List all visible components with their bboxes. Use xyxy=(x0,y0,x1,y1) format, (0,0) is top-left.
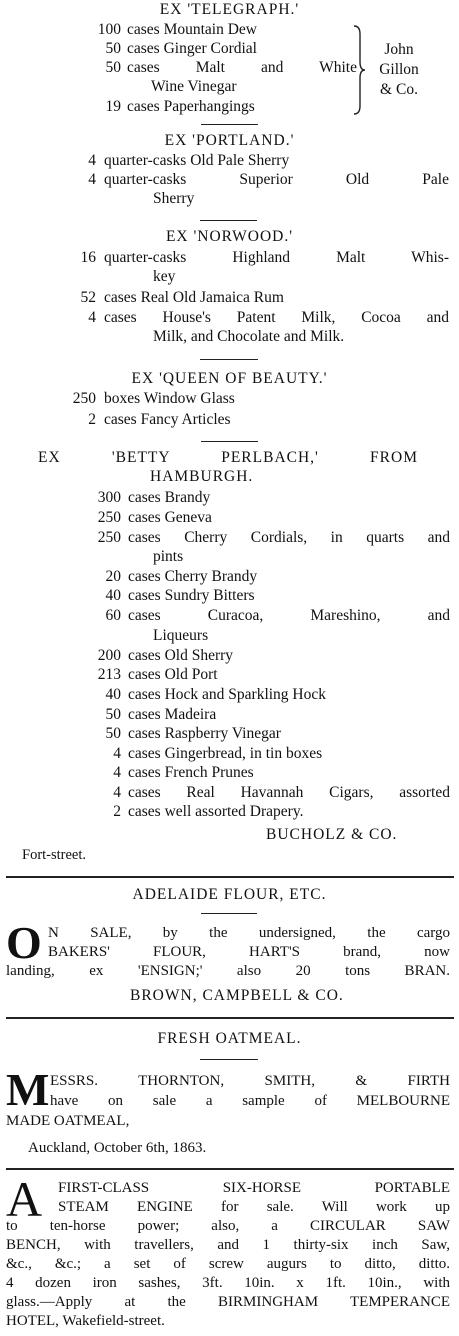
engine-line-6: 4 dozen iron sashes, 3ft. 10in. x 1ft. 10in., with xyxy=(6,1275,450,1291)
adelaide-line-3: landing, ex 'ENSIGN;' also 20 tons BRAN. xyxy=(6,963,450,979)
adelaide-signature: BROWN, CAMPBELL & CO. xyxy=(130,987,344,1004)
section-rule xyxy=(6,876,454,878)
portland-heading: EX 'PORTLAND.' xyxy=(164,132,295,149)
divider xyxy=(200,359,258,360)
adelaide-line-2: BAKERS' FLOUR, HART'S brand, now xyxy=(48,944,450,960)
oatmeal-line-2: have on sale a sample of MELBOURNE xyxy=(50,1093,450,1109)
newspaper-advertisement-column: EX 'TELEGRAPH.' 100 cases Mountain Dew 50 cases Ginger Cordial 50 cases Malt and White Wine Vinegar 19 cases Paperhangings John Gillon & Co. EX 'PORTLAND.' 4 quarter-casks Old Pale Sherry 4 quarter-casks Superior Old Pale Sherry EX 'NORWOOD.' 16 quarter-casks Highland Malt Whis- key 52 cases Real Old Jamaica Rum 4 cases House's Patent Milk, Cocoa and Milk, and Chocolate and Milk. EX 'QUEEN OF BEAUTY.' 250 boxes Window Glass 2 cases Fancy Articles EX 'BETTY PERLBACH,' FROM HAMBURGH. 300 cases Brandy 250 cases Geneva 250 cases Cherry Cordials, in quarts and pints 20 cases Cherry Brandy 40 cases Sundry Bitters 60 cases Curacoa, Mareshino, and Liqueurs 200 cases Old Sherry 213 cases Old Port 40 cases Hock and Sparkling Hock 50 cases Madeira 50 cases Raspberry Vinegar 4 cases Gingerbread, in tin boxes 4 cases French Prunes 4 cases Real Havannah Cigars, assorted 2 cases well assorted Drapery. BUCHOLZ & CO. Fort-street. ADELAIDE FLOUR, ETC. O N SALE, by the undersigned, the cargo BAKERS' FLOUR, HART'S brand, now landing, ex 'ENSIGN;' also 20 tons BRAN. BROWN, CAMPBELL & CO. FRESH OATMEAL. M ESSRS. THORNTON, SMITH, & FIRTH have on sale a sample of MELBOURNE MADE OATMEAL, Auckland, October 6th, 1863. A FIRST-CLASS SIX-HORSE PORTABLE STEAM ENGINE for sale. Will work up to ten-horse power; also, a CIRCULAR SAW BENCH, with travellers, and 1 thirty-six inch Saw, &c., &c.; a set of screw augurs to ditto, ditto. 4 dozen iron sashes, 3ft. 10in. x 1ft. 10in., with glass.—Apply at the BIRMINGHAM TEMPERANCE HOTEL, Wakefield-street. xyxy=(0,0,459,1336)
telegraph-consignee: John Gillon & Co. xyxy=(379,41,419,98)
engine-line-2: STEAM ENGINE for sale. Will work up xyxy=(58,1199,450,1215)
engine-line-8: HOTEL, Wakefield-street. xyxy=(6,1313,165,1329)
divider xyxy=(201,441,258,442)
queen-heading: EX 'QUEEN OF BEAUTY.' xyxy=(131,370,328,387)
oatmeal-line-1: ESSRS. THORNTON, SMITH, & FIRTH xyxy=(50,1073,450,1089)
adelaide-heading: ADELAIDE FLOUR, ETC. xyxy=(132,886,327,903)
oatmeal-heading: FRESH OATMEAL. xyxy=(157,1030,302,1047)
engine-line-5: &c., &c.; a set of screw augurs to ditto, ditto. xyxy=(6,1256,450,1272)
adelaide-dropcap: O xyxy=(6,917,42,968)
norwood-heading: EX 'NORWOOD.' xyxy=(165,228,294,245)
divider xyxy=(200,220,257,221)
betty-heading-line2: HAMBURGH. xyxy=(150,468,254,485)
divider xyxy=(201,124,258,125)
engine-line-1: FIRST-CLASS SIX-HORSE PORTABLE xyxy=(58,1180,450,1196)
betty-signature: BUCHOLZ & CO. xyxy=(266,826,398,843)
betty-heading-line1: EX 'BETTY PERLBACH,' FROM xyxy=(38,449,418,466)
oatmeal-dropcap: M xyxy=(6,1064,50,1115)
section-rule xyxy=(6,1168,454,1170)
adelaide-line-1: N SALE, by the undersigned, the cargo xyxy=(48,925,450,941)
telegraph-heading: EX 'TELEGRAPH.' xyxy=(159,1,300,18)
oatmeal-dateline: Auckland, October 6th, 1863. xyxy=(28,1140,207,1156)
oatmeal-line-3: MADE OATMEAL, xyxy=(6,1113,130,1129)
section-rule xyxy=(6,1017,454,1019)
divider xyxy=(201,913,257,914)
engine-line-4: BENCH, with travellers, and 1 thirty-six inch Saw, xyxy=(6,1237,450,1253)
divider xyxy=(200,1059,258,1060)
engine-line-7: glass.—Apply at the BIRMINGHAM TEMPERANCE xyxy=(6,1294,450,1310)
engine-dropcap: A xyxy=(6,1171,43,1227)
curly-brace-icon xyxy=(352,24,366,116)
betty-address: Fort-street. xyxy=(22,847,87,863)
engine-line-3: to ten-horse power; also, a CIRCULAR SAW xyxy=(6,1218,450,1234)
